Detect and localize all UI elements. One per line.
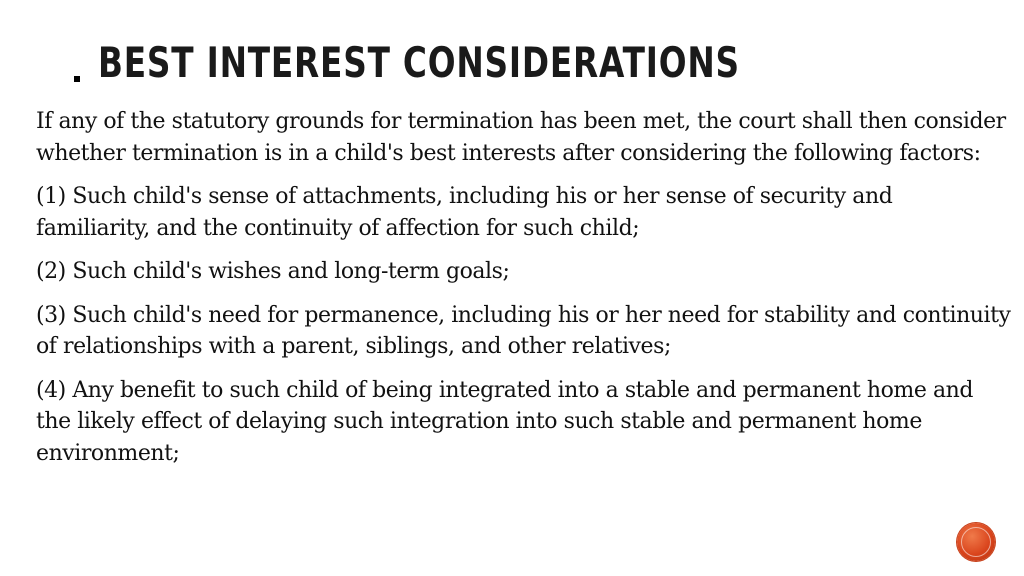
title-area [0,32,760,94]
title-bullet [74,76,80,82]
slide-title: BEST INTEREST CONSIDERATIONS [98,38,740,87]
factor-3-paragraph: (3) Such child's need for permanence, including his or her need for stability and continuity of relationships with a parent, siblings, and other relatives; [36,302,1011,359]
factor-4-paragraph: (4) Any benefit to such child of being integrated into a stable and permanent home and the likely effect of delaying such integration into such stable and permanent home environment; [36,377,973,466]
circle-badge-icon [957,523,995,561]
factor-1-paragraph: (1) Such child's sense of attachments, including his or her sense of security and familiarity, and the continuity of affection for such child; [36,184,893,241]
badge-ring [961,527,991,557]
intro-paragraph: If any of the statutory grounds for termination has been met, the court shall then consider whether termination is in a child's best interests after considering the following factors: [36,109,1006,166]
factor-2-paragraph: (2) Such child's wishes and long-term goals; [36,259,510,284]
slide-body [36,106,1011,481]
